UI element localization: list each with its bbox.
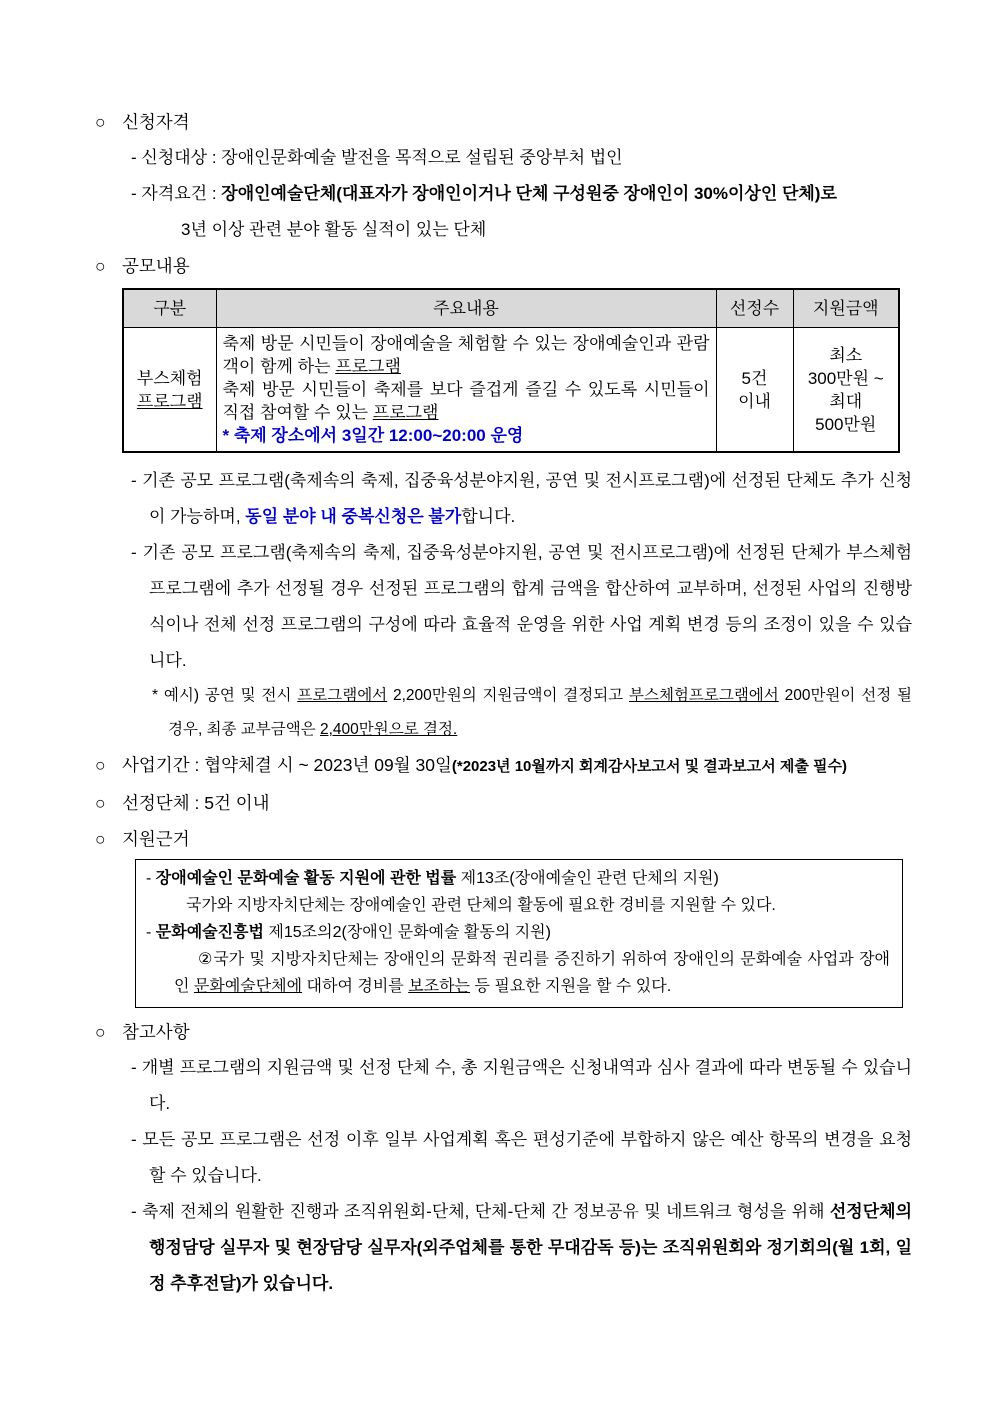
- cell-category: 부스체험 프로그램: [123, 328, 216, 453]
- dash-bullet-icon: -: [131, 148, 137, 167]
- notes-bullet-meetings: - 축제 전체의 원활한 진행과 조직위원회-단체, 단체-단체 간 정보공유 및 네트워크 형성을 위해 선정단체의 행정담당 실무자 및 현장담당 실무자(외주업체를 통한 무대감독 등)는 조직위원회와 정기회의(월 1회, 일정 추후전달)가 있습니다.: [131, 1202, 912, 1293]
- circle-bullet-icon: ○: [95, 829, 106, 849]
- table-row: [123, 328, 899, 453]
- eligibility-requirement-continuation: 3년 이상 관련 분야 활동 실적이 있는 단체: [181, 220, 487, 239]
- program-table: [122, 288, 900, 453]
- circle-bullet-icon: ○: [95, 755, 106, 775]
- selected-text: 5건 이내: [204, 793, 270, 813]
- content-paragraph-1: 축제 방문 시민들이 장애예술을 체험할 수 있는 장애예술인과 관람객이 함께 하는 프로그램: [222, 334, 710, 376]
- section-eligibility-title: 신청자격: [122, 112, 190, 132]
- content-bullet-duplicate-apply: - 기존 공모 프로그램(축제속의 축제, 집중육성분야지원, 공연 및 전시프로그램)에 선정된 단체도 추가 신청이 가능하며, 동일 분야 내 중복신청은 불가합니다.: [131, 471, 912, 526]
- circle-bullet-icon: ○: [95, 112, 106, 132]
- legal-basis-box: [135, 859, 903, 1008]
- circle-bullet-icon: ○: [95, 256, 106, 276]
- section-eligibility-heading: [95, 104, 912, 140]
- emphasis-no-duplicate: 동일 분야 내 중복신청은 불가: [245, 507, 462, 526]
- content-operation-note: * 축제 장소에서 3일간 12:00~20:00 운영: [222, 426, 524, 445]
- item-text-bold: 장애인예술단체(대표자가 장애인이거나 단체 구성원중 장애인이 30%이상인 단체)로: [221, 184, 837, 203]
- notes-bullet-amount-change: - 개별 프로그램의 지원금액 및 선정 단체 수, 총 지원금액은 신청내역과 심사 결과에 따라 변동될 수 있습니다.: [131, 1058, 912, 1113]
- period-report-note: (*2023년 10월까지 회계감사보고서 및 결과보고서 제출 필수): [451, 758, 848, 775]
- eligibility-requirement-item: [131, 176, 912, 212]
- col-header-count: 선정수: [716, 289, 793, 328]
- section-basis-title: 지원근거: [122, 829, 190, 849]
- dash-bullet-icon: -: [131, 1202, 137, 1221]
- item-colon: :: [207, 184, 222, 203]
- circle-bullet-icon: ○: [95, 1022, 106, 1042]
- law1-detail: 국가와 지방자치단체는 장애예술인 관련 단체의 활동에 필요한 경비를 지원할 수 있다.: [186, 897, 776, 914]
- dash-bullet-icon: -: [146, 870, 152, 887]
- section-basis-heading: [95, 821, 912, 857]
- cell-content: [216, 328, 716, 453]
- notes-bullet-budget-change: - 모든 공모 프로그램은 선정 이후 일부 사업계획 혹은 편성기준에 부합하지 않은 예산 항목의 변경을 요청할 수 있습니다.: [131, 1130, 912, 1185]
- content-paragraph-2: 축제 방문 시민들이 축제를 보다 즐겁게 즐길 수 있도록 시민들이 직접 참여할 수 있는 프로그램: [222, 380, 710, 422]
- section-selected-title: 선정단체: [122, 793, 190, 813]
- table-header-row: [123, 289, 899, 328]
- section-period-heading: ○ 사업기간 : 협약체결 시 ~ 2023년 09월 30일(*2023년 10월까지 회계감사보고서 및 결과보고서 제출 필수): [95, 747, 912, 785]
- eligibility-target-item: [131, 140, 912, 176]
- law1-heading: - 장애예술인 문화예술 활동 지원에 관한 법률 제13조(장애예술인 관련 단체의 지원): [146, 870, 719, 887]
- cell-amount: 최소 300만원 ~ 최대 500만원: [793, 328, 899, 453]
- dash-bullet-icon: -: [131, 1058, 137, 1077]
- col-header-amount: 지원금액: [793, 289, 899, 328]
- item-colon: :: [207, 148, 222, 167]
- star-bullet-icon: *: [152, 687, 159, 704]
- cell-count: 5건 이내: [716, 328, 793, 453]
- law2-heading: - 문화예술진흥법 제15조의2(장애인 문화예술 활동의 지원): [146, 924, 551, 941]
- section-notes-heading: [95, 1014, 912, 1050]
- law2-detail: ②국가 및 지방자치단체는 장애인의 문화적 권리를 증진하기 위하여 장애인의 문화예술 사업과 장애인 문화예술단체에 대하여 경비를 보조하는 등 필요한 지원을 할 수 있다.: [174, 951, 890, 995]
- item-label: 신청대상: [141, 148, 208, 167]
- section-notes-title: 참고사항: [122, 1022, 190, 1042]
- section-content-heading: [95, 248, 912, 284]
- section-selected-heading: ○ 선정단체 : 5건 이내: [95, 785, 912, 821]
- dash-bullet-icon: -: [146, 924, 152, 941]
- dash-bullet-icon: -: [131, 543, 137, 562]
- meetings-bold-text: 선정단체의 행정담당 실무자 및 현장담당 실무자(외주업체를 통한 무대감독 등)는 조직위원회와 정기회의(월 1회, 일정 추후전달)가 있습니다.: [149, 1202, 912, 1293]
- dash-bullet-icon: -: [131, 471, 137, 490]
- col-header-content: 주요내용: [216, 289, 716, 328]
- content-bullet-sum-grant: - 기존 공모 프로그램(축제속의 축제, 집중육성분야지원, 공연 및 전시프로그램)에 선정된 단체가 부스체험프로그램에 추가 선정될 경우 선정된 프로그램의 합계 금액을 합산하여 교부하며, 선정된 사업의 진행방식이나 전체 선정 프로그램의 구성에 따라 효율적 운영을 위한 사업 계획 변경 등의 조정이 있을 수 있습니다.: [131, 543, 912, 670]
- col-header-category: 구분: [123, 289, 216, 328]
- section-content-title: 공모내용: [122, 256, 190, 276]
- item-text: 장애인문화예술 발전을 목적으로 설립된 중앙부처 법인: [221, 148, 623, 167]
- period-text: 협약체결 시 ~ 2023년 09월 30일: [204, 755, 452, 775]
- content-example-note: * 예시) 공연 및 전시 프로그램에서 2,200만원의 지원금액이 결정되고 부스체험프로그램에서 200만원이 선정 될 경우, 최종 교부금액은 2,400만원으로 결정.: [152, 687, 913, 738]
- item-label: 자격요건: [141, 184, 208, 203]
- dash-bullet-icon: -: [131, 184, 137, 203]
- circle-bullet-icon: ○: [95, 793, 106, 813]
- dash-bullet-icon: -: [131, 1130, 137, 1149]
- section-period-title: 사업기간: [122, 755, 190, 775]
